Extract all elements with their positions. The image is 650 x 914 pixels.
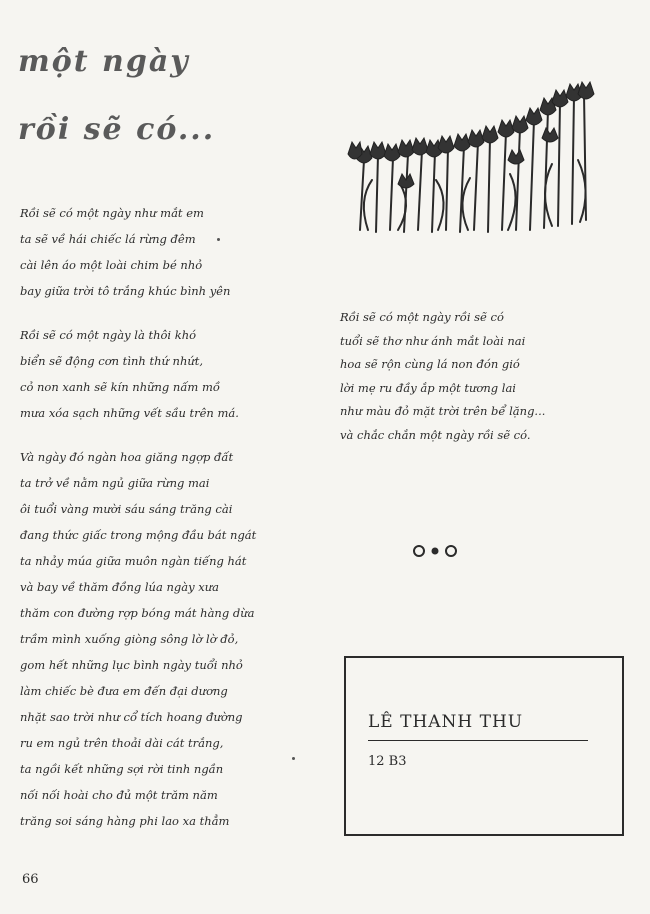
stanza-break [20,304,310,322]
author-class: 12 B3 [368,754,407,769]
poem-line: lời mẹ ru đầy ắp một tương lai [340,380,516,395]
author-divider [368,740,588,741]
poem-title-line-1: một ngày [18,44,190,79]
poem-line: Và ngày đó ngàn hoa giăng ngợp đất [20,450,234,464]
poem-line: và chắc chắn một ngày rồi sẽ có. [340,427,531,442]
poem-line: biển sẽ động cơn tình thứ nhứt, [20,354,204,368]
author-box [344,656,624,836]
poem-line: nối nối hoài cho đủ một trăm năm [20,788,218,802]
poem-title-line-2: rồi sẽ có... [18,112,216,147]
poem-line: trầm mình xuống giòng sông lờ lờ đỏ, [20,632,239,646]
poem-line: cỏ non xanh sẽ kín những nấm mồ [20,380,220,394]
poem-line: Rồi sẽ có một ngày như mắt em [20,206,204,220]
poem-line: hoa sẽ rộn cùng lá non đón gió [340,357,520,371]
poem-line: đang thức giấc trong mộng đầu bát ngát [20,528,257,542]
poem-line: như màu đỏ mặt trời trên bể lặng... [340,404,546,418]
print-speck [217,238,220,241]
poem-line: Rồi sẽ có một ngày là thôi khó [20,328,197,342]
poem-line: bay giữa trời tô trắng khúc bình yên [20,284,231,298]
poem-right-column [340,306,630,447]
poem-line: ta ngồi kết những sợi rời tinh ngần [20,762,224,776]
poem-line: mưa xóa sạch những vết sầu trên má. [20,406,239,420]
poem-line: gom hết những lục bình ngày tuổi nhỏ [20,658,243,672]
stanza-break [20,426,310,444]
poem-line: và bay về thăm đồng lúa ngày xưa [20,580,219,594]
ornament-icon [410,540,460,562]
poem-line: ta sẽ về hái chiếc lá rừng đêm [20,232,196,246]
poem-left-column [20,200,310,834]
poem-line: cài lên áo một loài chim bé nhỏ [20,258,203,272]
poem-line: ta trở về nằm ngủ giữa rừng mai [20,476,210,490]
poem-line: tuổi sẽ thơ như ánh mắt loài nai [340,333,526,348]
print-speck [292,757,295,760]
poem-line: nhặt sao trời như cổ tích hoang đường [20,710,243,724]
author-name: LÊ THANH THU [368,712,524,732]
poem-line: trăng soi sáng hàng phi lao xa thẳm [20,814,230,828]
tulip-illustration [338,80,600,245]
page-number: 66 [22,872,39,887]
poem-line: thăm con đường rợp bóng mát hàng dừa [20,606,255,620]
poem-line: ta nhảy múa giữa muôn ngàn tiếng hát [20,554,247,568]
poem-line: ôi tuổi vàng mười sáu sáng trăng cài [20,502,233,516]
poem-line: làm chiếc bè đưa em đến đại dương [20,684,228,698]
poem-line: ru em ngủ trên thoải dài cát trắng, [20,736,224,750]
poem-line: Rồi sẽ có một ngày rồi sẽ có [340,310,504,324]
